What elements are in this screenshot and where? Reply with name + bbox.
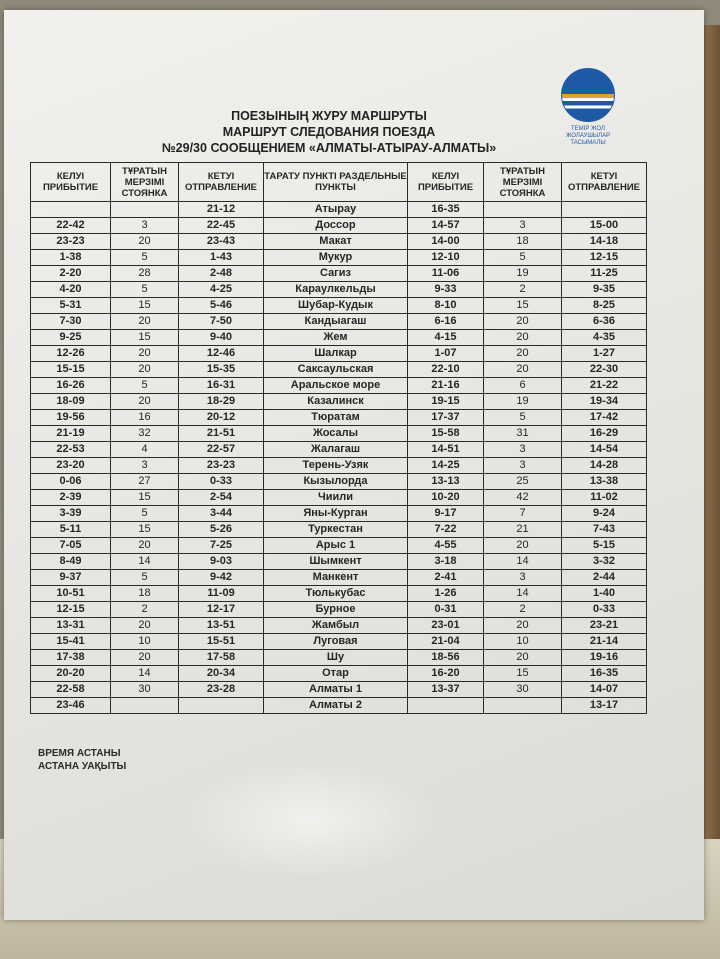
cell-stop-duration: 20 <box>111 538 179 554</box>
table-row <box>31 250 647 266</box>
cell-station: Макат <box>264 234 408 250</box>
cell-stop-duration: 16 <box>111 410 179 426</box>
cell-stop-duration: 20 <box>111 394 179 410</box>
cell-departure-return: 1-40 <box>562 586 647 602</box>
cell-stop-duration-return: 14 <box>484 586 562 602</box>
cell-arrival: 23-23 <box>31 234 111 250</box>
table-row <box>31 410 647 426</box>
cell-arrival-return: 14-00 <box>408 234 484 250</box>
cell-stop-duration-return: 20 <box>484 362 562 378</box>
cell-arrival: 20-20 <box>31 666 111 682</box>
cell-departure-return: 8-25 <box>562 298 647 314</box>
timetable-body <box>31 202 647 714</box>
cell-stop-duration-return: 20 <box>484 650 562 666</box>
cell-arrival-return <box>408 698 484 714</box>
cell-departure: 1-43 <box>179 250 264 266</box>
cell-arrival: 23-20 <box>31 458 111 474</box>
cell-arrival-return: 17-37 <box>408 410 484 426</box>
cell-arrival-return: 9-17 <box>408 506 484 522</box>
cell-arrival: 9-25 <box>31 330 111 346</box>
cell-stop-duration-return: 10 <box>484 634 562 650</box>
cell-arrival: 0-06 <box>31 474 111 490</box>
cell-arrival-return: 1-07 <box>408 346 484 362</box>
cell-stop-duration-return: 2 <box>484 282 562 298</box>
logo-text: ТЕМІР ЖОЛ ЖОЛАУШЫЛАР ТАСЫМАЛЫ <box>565 126 611 146</box>
cell-departure-return: 11-02 <box>562 490 647 506</box>
cell-arrival-return: 14-25 <box>408 458 484 474</box>
cell-station: Чиили <box>264 490 408 506</box>
cell-arrival: 15-41 <box>31 634 111 650</box>
cell-stop-duration: 15 <box>111 522 179 538</box>
cell-arrival: 2-39 <box>31 490 111 506</box>
cell-stop-duration: 5 <box>111 570 179 586</box>
railway-logo <box>556 68 620 158</box>
cell-arrival-return: 21-04 <box>408 634 484 650</box>
schedule-title <box>104 108 554 156</box>
cell-departure: 5-46 <box>179 298 264 314</box>
table-row <box>31 314 647 330</box>
cell-departure: 13-51 <box>179 618 264 634</box>
cell-station: Арыс 1 <box>264 538 408 554</box>
table-row <box>31 330 647 346</box>
cell-stop-duration: 5 <box>111 378 179 394</box>
cell-stop-duration: 28 <box>111 266 179 282</box>
cell-stop-duration: 5 <box>111 250 179 266</box>
cell-departure-return: 0-33 <box>562 602 647 618</box>
cell-stop-duration: 20 <box>111 346 179 362</box>
cell-arrival: 19-56 <box>31 410 111 426</box>
table-row <box>31 218 647 234</box>
table-row <box>31 538 647 554</box>
cell-stop-duration-return: 3 <box>484 442 562 458</box>
cell-station: Бурное <box>264 602 408 618</box>
cell-station: Шу <box>264 650 408 666</box>
time-note-russian: ВРЕМЯ АСТАНЫ <box>38 748 121 759</box>
cell-departure-return: 9-35 <box>562 282 647 298</box>
table-row <box>31 202 647 218</box>
cell-arrival-return: 4-55 <box>408 538 484 554</box>
cell-station: Сагиз <box>264 266 408 282</box>
cell-arrival: 8-49 <box>31 554 111 570</box>
cell-departure-return: 1-27 <box>562 346 647 362</box>
cell-departure: 11-09 <box>179 586 264 602</box>
cell-arrival: 10-51 <box>31 586 111 602</box>
cell-departure: 16-31 <box>179 378 264 394</box>
cell-stop-duration: 32 <box>111 426 179 442</box>
cell-station: Шубар-Кудык <box>264 298 408 314</box>
cell-arrival: 17-38 <box>31 650 111 666</box>
cell-arrival-return: 19-15 <box>408 394 484 410</box>
cell-arrival-return: 14-51 <box>408 442 484 458</box>
cell-stop-duration: 5 <box>111 282 179 298</box>
table-row <box>31 682 647 698</box>
cell-stop-duration-return: 20 <box>484 538 562 554</box>
cell-departure-return: 14-07 <box>562 682 647 698</box>
cell-departure: 23-43 <box>179 234 264 250</box>
cell-departure: 7-50 <box>179 314 264 330</box>
cell-arrival: 23-46 <box>31 698 111 714</box>
cell-stop-duration: 14 <box>111 666 179 682</box>
cell-arrival: 16-26 <box>31 378 111 394</box>
cell-departure: 17-58 <box>179 650 264 666</box>
cell-departure: 20-12 <box>179 410 264 426</box>
cell-departure-return: 4-35 <box>562 330 647 346</box>
cell-arrival-return: 14-57 <box>408 218 484 234</box>
cell-station: Аральское море <box>264 378 408 394</box>
cell-stop-duration-return: 15 <box>484 298 562 314</box>
cell-stop-duration-return: 5 <box>484 410 562 426</box>
cell-arrival-return: 3-18 <box>408 554 484 570</box>
cell-station: Жалагаш <box>264 442 408 458</box>
cell-station: Кандыагаш <box>264 314 408 330</box>
cell-departure-return: 21-14 <box>562 634 647 650</box>
cell-stop-duration: 15 <box>111 330 179 346</box>
light-glare <box>180 760 440 880</box>
cell-station: Кызылорда <box>264 474 408 490</box>
cell-stop-duration-return: 2 <box>484 602 562 618</box>
cell-stop-duration-return: 5 <box>484 250 562 266</box>
table-row <box>31 666 647 682</box>
header-stop-duration-return: ТҰРАТЫН МЕРЗІМІ СТОЯНКА <box>484 163 562 202</box>
cell-departure: 5-26 <box>179 522 264 538</box>
cell-departure-return: 6-36 <box>562 314 647 330</box>
table-row <box>31 554 647 570</box>
cell-arrival-return: 23-01 <box>408 618 484 634</box>
cell-departure-return: 19-34 <box>562 394 647 410</box>
cell-departure: 22-57 <box>179 442 264 458</box>
cell-departure: 18-29 <box>179 394 264 410</box>
cell-stop-duration-return: 19 <box>484 266 562 282</box>
cell-stop-duration-return: 3 <box>484 458 562 474</box>
cell-stop-duration: 10 <box>111 634 179 650</box>
cell-station: Мукур <box>264 250 408 266</box>
cell-departure: 12-46 <box>179 346 264 362</box>
table-row <box>31 474 647 490</box>
table-row <box>31 618 647 634</box>
cell-departure-return: 21-22 <box>562 378 647 394</box>
cell-arrival: 5-11 <box>31 522 111 538</box>
header-departure-return: КЕТУІ ОТПРАВЛЕНИЕ <box>562 163 647 202</box>
cell-arrival-return: 12-10 <box>408 250 484 266</box>
cell-station: Караулкельды <box>264 282 408 298</box>
cell-station: Жосалы <box>264 426 408 442</box>
cell-departure: 0-33 <box>179 474 264 490</box>
header-station: ТАРАТУ ПУНКТІ РАЗДЕЛЬНЫЕ ПУНКТЫ <box>264 163 408 202</box>
cell-arrival: 7-30 <box>31 314 111 330</box>
table-row <box>31 298 647 314</box>
cell-arrival: 2-20 <box>31 266 111 282</box>
cell-stop-duration-return: 42 <box>484 490 562 506</box>
table-row <box>31 650 647 666</box>
cell-departure: 21-12 <box>179 202 264 218</box>
header-arrival-return: КЕЛУІ ПРИБЫТИЕ <box>408 163 484 202</box>
railway-logo-icon <box>561 68 615 122</box>
cell-station: Туркестан <box>264 522 408 538</box>
table-row <box>31 586 647 602</box>
cell-station: Алматы 2 <box>264 698 408 714</box>
cell-departure-return: 14-28 <box>562 458 647 474</box>
cell-arrival: 1-38 <box>31 250 111 266</box>
cell-arrival-return: 11-06 <box>408 266 484 282</box>
table-row <box>31 282 647 298</box>
cell-stop-duration <box>111 202 179 218</box>
table-row <box>31 522 647 538</box>
cell-arrival-return: 10-20 <box>408 490 484 506</box>
table-row <box>31 394 647 410</box>
cell-station: Казалинск <box>264 394 408 410</box>
time-zone-note <box>38 747 126 773</box>
cell-stop-duration: 20 <box>111 618 179 634</box>
cell-arrival: 22-53 <box>31 442 111 458</box>
cell-stop-duration-return: 20 <box>484 314 562 330</box>
cell-departure-return: 9-24 <box>562 506 647 522</box>
cell-departure-return: 17-42 <box>562 410 647 426</box>
table-row <box>31 362 647 378</box>
cell-stop-duration: 14 <box>111 554 179 570</box>
cell-station: Жем <box>264 330 408 346</box>
cell-stop-duration-return: 18 <box>484 234 562 250</box>
cell-arrival-return: 15-58 <box>408 426 484 442</box>
cell-stop-duration-return: 3 <box>484 570 562 586</box>
cell-stop-duration-return: 3 <box>484 218 562 234</box>
cell-arrival: 12-26 <box>31 346 111 362</box>
cell-station: Луговая <box>264 634 408 650</box>
cell-departure-return: 15-00 <box>562 218 647 234</box>
cell-arrival-return: 22-10 <box>408 362 484 378</box>
cell-departure <box>179 698 264 714</box>
cell-departure: 12-17 <box>179 602 264 618</box>
cell-stop-duration: 18 <box>111 586 179 602</box>
cell-stop-duration-return: 20 <box>484 330 562 346</box>
cell-station: Терень-Узяк <box>264 458 408 474</box>
cell-departure-return: 16-35 <box>562 666 647 682</box>
cell-departure: 15-51 <box>179 634 264 650</box>
cell-arrival-return: 9-33 <box>408 282 484 298</box>
cell-station: Атырау <box>264 202 408 218</box>
table-row <box>31 634 647 650</box>
header-stop-duration: ТҰРАТЫН МЕРЗІМІ СТОЯНКА <box>111 163 179 202</box>
cell-departure: 7-25 <box>179 538 264 554</box>
cell-arrival: 15-15 <box>31 362 111 378</box>
cell-departure-return: 16-29 <box>562 426 647 442</box>
cell-stop-duration: 4 <box>111 442 179 458</box>
cell-stop-duration: 20 <box>111 362 179 378</box>
cell-departure-return <box>562 202 647 218</box>
table-row <box>31 458 647 474</box>
cell-stop-duration-return: 15 <box>484 666 562 682</box>
cell-arrival: 12-15 <box>31 602 111 618</box>
table-row <box>31 426 647 442</box>
cell-departure-return: 14-54 <box>562 442 647 458</box>
cell-departure-return: 23-21 <box>562 618 647 634</box>
cell-stop-duration-return: 31 <box>484 426 562 442</box>
cell-station: Тюратам <box>264 410 408 426</box>
table-row <box>31 266 647 282</box>
timetable <box>30 162 647 714</box>
cell-arrival: 18-09 <box>31 394 111 410</box>
cell-departure-return: 2-44 <box>562 570 647 586</box>
table-row <box>31 234 647 250</box>
cell-arrival-return: 7-22 <box>408 522 484 538</box>
cell-departure-return: 3-32 <box>562 554 647 570</box>
cell-arrival: 3-39 <box>31 506 111 522</box>
cell-station: Яны-Курган <box>264 506 408 522</box>
table-row <box>31 506 647 522</box>
cell-departure-return: 5-15 <box>562 538 647 554</box>
cell-station: Доссор <box>264 218 408 234</box>
cell-stop-duration-return: 19 <box>484 394 562 410</box>
table-row <box>31 698 647 714</box>
cell-departure-return: 19-16 <box>562 650 647 666</box>
cell-arrival-return: 16-35 <box>408 202 484 218</box>
cell-arrival-return: 21-16 <box>408 378 484 394</box>
table-row <box>31 490 647 506</box>
cell-departure: 20-34 <box>179 666 264 682</box>
cell-departure: 23-23 <box>179 458 264 474</box>
cell-departure: 9-03 <box>179 554 264 570</box>
cell-arrival-return: 8-10 <box>408 298 484 314</box>
cell-stop-duration-return: 21 <box>484 522 562 538</box>
cell-departure-return: 14-18 <box>562 234 647 250</box>
table-row <box>31 602 647 618</box>
cell-station: Шымкент <box>264 554 408 570</box>
cell-arrival-return: 2-41 <box>408 570 484 586</box>
cell-arrival: 7-05 <box>31 538 111 554</box>
cell-stop-duration-return: 20 <box>484 618 562 634</box>
cell-stop-duration-return: 20 <box>484 346 562 362</box>
cell-stop-duration: 2 <box>111 602 179 618</box>
cell-stop-duration: 20 <box>111 234 179 250</box>
cell-departure: 4-25 <box>179 282 264 298</box>
cell-arrival-return: 13-37 <box>408 682 484 698</box>
cell-station: Алматы 1 <box>264 682 408 698</box>
table-row <box>31 378 647 394</box>
cell-stop-duration-return: 30 <box>484 682 562 698</box>
cell-departure-return: 13-17 <box>562 698 647 714</box>
cell-departure-return: 13-38 <box>562 474 647 490</box>
cell-stop-duration-return: 25 <box>484 474 562 490</box>
cell-arrival: 22-58 <box>31 682 111 698</box>
table-header-row <box>31 163 647 202</box>
cell-arrival-return: 1-26 <box>408 586 484 602</box>
cell-stop-duration: 15 <box>111 298 179 314</box>
cell-stop-duration: 3 <box>111 458 179 474</box>
cell-arrival: 9-37 <box>31 570 111 586</box>
header-arrival: КЕЛУІ ПРИБЫТИЕ <box>31 163 111 202</box>
cell-station: Жамбыл <box>264 618 408 634</box>
cell-station: Саксаульская <box>264 362 408 378</box>
cell-stop-duration: 15 <box>111 490 179 506</box>
cell-departure-return: 12-15 <box>562 250 647 266</box>
cell-departure: 3-44 <box>179 506 264 522</box>
cell-arrival-return: 4-15 <box>408 330 484 346</box>
cell-stop-duration-return: 7 <box>484 506 562 522</box>
cell-station: Манкент <box>264 570 408 586</box>
table-row <box>31 570 647 586</box>
cell-departure: 9-40 <box>179 330 264 346</box>
cell-departure: 9-42 <box>179 570 264 586</box>
cell-departure-return: 22-30 <box>562 362 647 378</box>
cell-arrival-return: 6-16 <box>408 314 484 330</box>
cell-arrival-return: 0-31 <box>408 602 484 618</box>
cell-arrival-return: 16-20 <box>408 666 484 682</box>
title-line-route: №29/30 СООБЩЕНИЕМ «АЛМАТЫ-АТЫРАУ-АЛМАТЫ» <box>161 141 497 155</box>
cell-arrival: 4-20 <box>31 282 111 298</box>
cell-departure: 2-54 <box>179 490 264 506</box>
cell-stop-duration: 3 <box>111 218 179 234</box>
cell-station: Отар <box>264 666 408 682</box>
cell-arrival <box>31 202 111 218</box>
time-note-kazakh: АСТАНА УАҚЫТЫ <box>38 761 127 772</box>
cell-stop-duration-return <box>484 698 562 714</box>
cell-stop-duration: 27 <box>111 474 179 490</box>
cell-stop-duration <box>111 698 179 714</box>
cell-departure-return: 11-25 <box>562 266 647 282</box>
cell-stop-duration: 20 <box>111 650 179 666</box>
cell-stop-duration-return: 6 <box>484 378 562 394</box>
cell-departure: 21-51 <box>179 426 264 442</box>
cell-stop-duration: 30 <box>111 682 179 698</box>
header-departure: КЕТУІ ОТПРАВЛЕНИЕ <box>179 163 264 202</box>
cell-stop-duration-return: 14 <box>484 554 562 570</box>
cell-stop-duration-return <box>484 202 562 218</box>
cell-arrival: 13-31 <box>31 618 111 634</box>
cell-departure: 23-28 <box>179 682 264 698</box>
title-line-kazakh: ПОЕЗЫНЫҢ ЖУРУ МАРШРУТЫ <box>231 109 427 123</box>
cell-arrival: 22-42 <box>31 218 111 234</box>
title-line-russian: МАРШРУТ СЛЕДОВАНИЯ ПОЕЗДА <box>222 125 436 139</box>
cell-stop-duration: 5 <box>111 506 179 522</box>
table-row <box>31 346 647 362</box>
cell-arrival: 5-31 <box>31 298 111 314</box>
cell-departure: 22-45 <box>179 218 264 234</box>
cell-arrival: 21-19 <box>31 426 111 442</box>
cell-departure-return: 7-43 <box>562 522 647 538</box>
table-row <box>31 442 647 458</box>
cell-station: Тюлькубас <box>264 586 408 602</box>
cell-arrival-return: 13-13 <box>408 474 484 490</box>
cell-station: Шалкар <box>264 346 408 362</box>
cell-departure: 2-48 <box>179 266 264 282</box>
cell-arrival-return: 18-56 <box>408 650 484 666</box>
cell-stop-duration: 20 <box>111 314 179 330</box>
cell-departure: 15-35 <box>179 362 264 378</box>
